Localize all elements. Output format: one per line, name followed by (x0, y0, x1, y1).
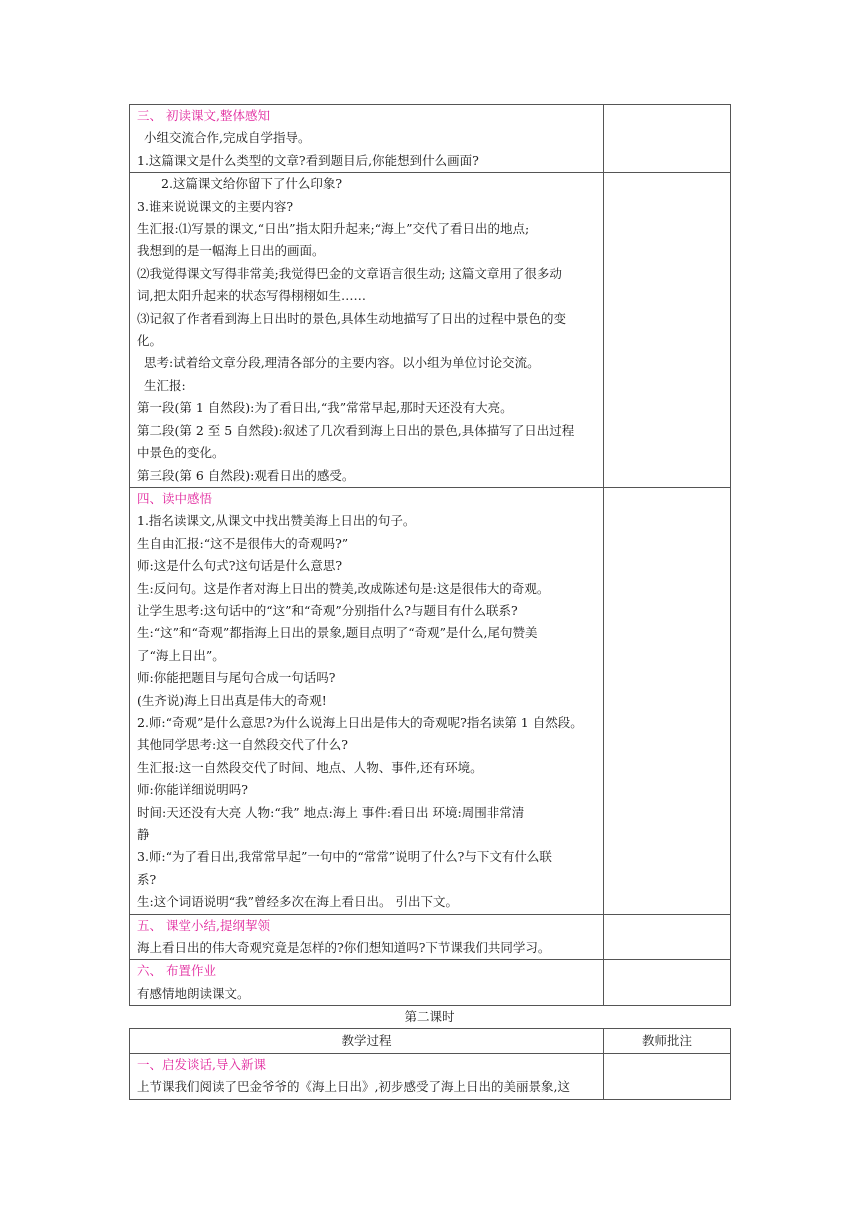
table-row (130, 105, 731, 173)
header-process: 教学过程 (130, 1029, 604, 1054)
text-line: 中景色的变化。 (137, 445, 225, 461)
table-header-row (130, 1029, 731, 1054)
text-line: 生:反问句。这是作者对海上日出的赞美,改成陈述句是:这是很伟大的奇观。 (137, 580, 550, 596)
text-line: 3.师:“为了看日出,我常常早起”一句中的“常常”说明了什么?与下文有什么联 (137, 849, 552, 865)
section-heading: 六、 布置作业 (137, 963, 216, 979)
text-line: 生:“这”和“奇观”都指海上日出的景象,题目点明了“奇观”是什么,尾句赞美 (137, 625, 538, 641)
text-line: 1.指名读课文,从课文中找出赞美海上日出的句子。 (137, 513, 416, 529)
section-heading: 四、读中感悟 (137, 490, 213, 506)
text-line: 思考:试着给文章分段,理清各部分的主要内容。以小组为单位讨论交流。 (144, 355, 540, 371)
text-line: 词,把太阳升起来的状态写得栩栩如生…… (137, 288, 366, 304)
notes-cell (604, 105, 731, 173)
text-line: 2.这篇课文给你留下了什么印象? (161, 176, 343, 192)
table-row (130, 914, 731, 960)
table-row (130, 960, 731, 1006)
notes-cell (604, 173, 731, 488)
table-row (130, 487, 731, 914)
text-line: 生自由汇报:“这不是很伟大的奇观吗?” (137, 535, 349, 551)
text-line: 静 (137, 827, 150, 842)
text-line: 化。 (137, 333, 163, 349)
text-line: 我想到的是一幅海上日出的画面。 (137, 243, 325, 259)
lesson-table-2 (129, 1028, 731, 1100)
header-notes: 教师批注 (604, 1029, 731, 1054)
text-line: 其他同学思考:这一自然段交代了什么? (137, 737, 348, 753)
text-line: 2.师:“奇观”是什么意思?为什么说海上日出是伟大的奇观呢?指名读第 1 自然段。 (137, 714, 583, 730)
text-line: 上节课我们阅读了巴金爷爷的《海上日出》,初步感受了海上日出的美丽景象,这 (137, 1079, 570, 1095)
process-cell (130, 487, 604, 914)
text-line: 生汇报: (144, 377, 186, 393)
notes-cell (604, 487, 731, 914)
section-heading: 三、 初读课文,整体感知 (137, 108, 270, 123)
text-line: 时间:天还没有大亮 人物:“我” 地点:海上 事件:看日出 环境:周围非常清 (137, 804, 525, 820)
process-cell (130, 1054, 604, 1100)
notes-cell (604, 1054, 731, 1100)
section-heading: 五、 课堂小结,提纲挈领 (137, 917, 270, 933)
text-line: 海上看日出的伟大奇观究竟是怎样的?你们想知道吗?下节课我们共同学习。 (137, 940, 551, 956)
lesson-caption: 第二课时 (404, 1009, 455, 1024)
text-line: 生:这个词语说明“我”曾经多次在海上看日出。 引出下文。 (137, 894, 458, 910)
section-heading: 一、启发谈话,导入新课 (137, 1057, 266, 1072)
text-line: 第三段(第 6 自然段):观看日出的感受。 (137, 467, 355, 483)
text-line: 第一段(第 1 自然段):为了看日出,“我”常常早起,那时天还没有大亮。 (137, 400, 513, 416)
text-line: 系? (137, 871, 157, 887)
text-line: 师:你能详细说明吗? (137, 782, 248, 798)
text-line: ⑶记叙了作者看到海上日出时的景色,具体生动地描写了日出的过程中景色的变 (137, 310, 566, 326)
process-cell (130, 105, 604, 173)
notes-cell (604, 960, 731, 1006)
notes-cell (604, 914, 731, 960)
table-row (130, 173, 731, 488)
table-row (130, 1054, 731, 1100)
text-line: 小组交流合作,完成自学指导。 (144, 130, 311, 146)
text-line: 了“海上日出”。 (137, 647, 225, 663)
process-cell (130, 914, 604, 960)
text-line: 生汇报:这一自然段交代了时间、地点、人物、事件,还有环境。 (137, 759, 483, 775)
text-line: 生汇报:⑴写景的课文,“日出”指太阳升起来;“海上”交代了看日出的地点; (137, 221, 530, 237)
text-line: ⑵我觉得课文写得非常美;我觉得巴金的文章语言很生动; 这篇文章用了很多动 (137, 265, 562, 281)
text-line: 3.谁来说说课文的主要内容? (137, 198, 294, 214)
text-line: 1.这篇课文是什么类型的文章?看到题目后,你能想到什么画面? (137, 152, 479, 168)
text-line: 让学生思考:这句话中的“这”和“奇观”分别指什么?与题目有什么联系? (137, 602, 518, 618)
process-cell (130, 960, 604, 1006)
text-line: 第二段(第 2 至 5 自然段):叙述了几次看到海上日出的景色,具体描写了日出过程 (137, 422, 575, 438)
lesson-table-1 (129, 104, 731, 1006)
text-line: 师:这是什么句式?这句话是什么意思? (137, 558, 343, 574)
text-line: (生齐说)海上日出真是伟大的奇观! (137, 692, 327, 708)
process-cell (130, 173, 604, 488)
text-line: 师:你能把题目与尾句合成一句话吗? (137, 670, 336, 686)
text-line: 有感情地朗读课文。 (137, 985, 250, 1001)
